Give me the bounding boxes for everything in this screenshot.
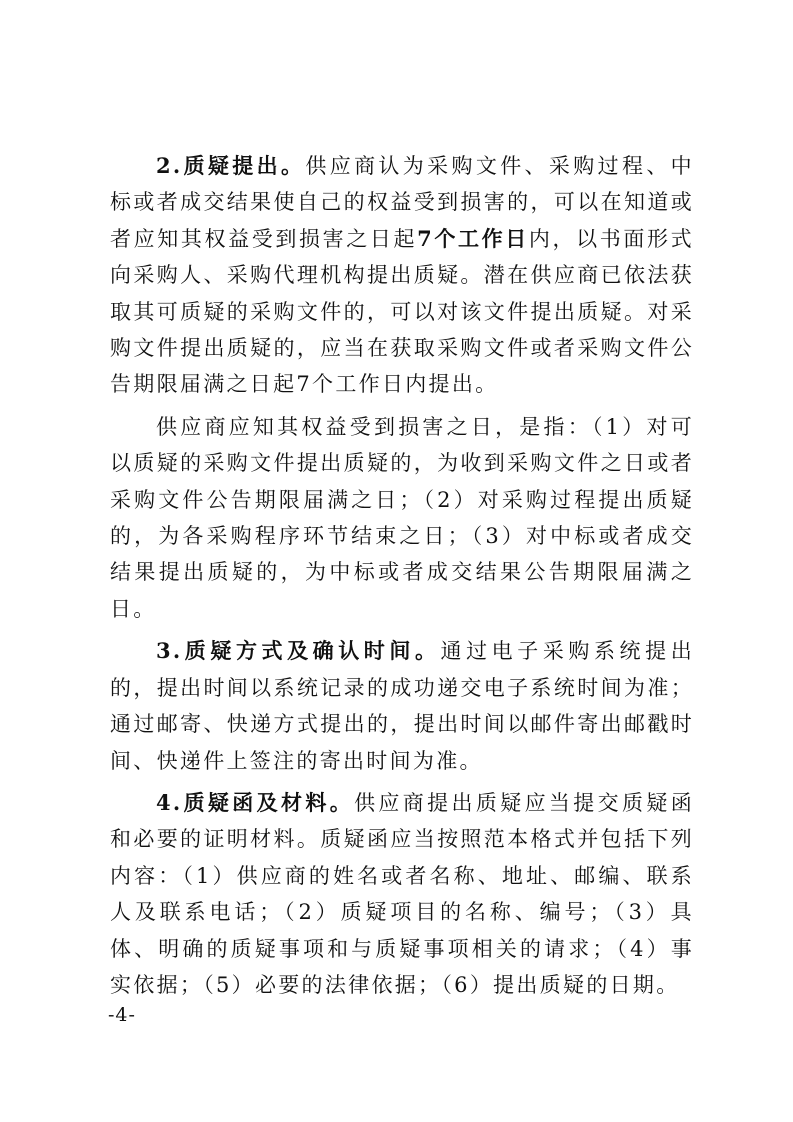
paragraph-text: 供应商应知其权益受到损害之日，是指：（1）对可以质疑的采购文件提出质疑的，为收到采购文件之日或者采购文件公告期限届满之日；（2）对采购过程提出质疑的，为各采购程序环节结束之日；（3）对中标或者成交结果提出质疑的，为中标或者成交结果公告期限届满之日。 xyxy=(110,414,694,621)
paragraph-challenge-submission xyxy=(110,148,694,403)
document-body xyxy=(110,148,694,1009)
paragraph-challenge-method xyxy=(110,633,694,779)
heading-challenge-method: 3.质疑方式及确认时间。 xyxy=(156,638,441,664)
paragraph-text: 供应商认为采购文件、采购过程、中标或者成交结果使自己的权益受到损害的，可以在知道或者应知其权益受到损害之日起 xyxy=(110,154,694,251)
paragraph-damage-date-definition xyxy=(110,409,694,627)
paragraph-challenge-letter xyxy=(110,785,694,1003)
heading-challenge-submission: 2.质疑提出。 xyxy=(156,153,306,178)
paragraph-text: 通过电子采购系统提出的，提出时间以系统记录的成功递交电子系统时间为准；通过邮寄、快递方式提出的，提出时间以邮件寄出邮戳时间、快递件上签注的寄出时间为准。 xyxy=(110,639,694,773)
page-number: -4- xyxy=(108,1004,136,1026)
deadline-emphasis: 7个工作日 xyxy=(417,225,529,251)
heading-challenge-letter: 4.质疑函及材料。 xyxy=(156,789,355,815)
paragraph-text: 内，以书面形式向采购人、采购代理机构提出质疑。潜在供应商已依法获取其可质疑的采购文件的，可以对该文件提出质疑。对采购文件提出质疑的，应当在获取采购文件或者采购文件公告期限届满之日起7个工作日内提出。 xyxy=(110,226,694,397)
paragraph-text: 供应商提出质疑应当提交质疑函和必要的证明材料。质疑函应当按照范本格式并包括下列内容：（1）供应商的姓名或者名称、地址、邮编、联系人及联系电话；（2）质疑项目的名称、编号；（3）具体、明确的质疑事项和与质疑事项相关的请求；（4）事实依据；（5）必要的法律依据；（6）提出质疑的日期。 xyxy=(110,790,695,997)
